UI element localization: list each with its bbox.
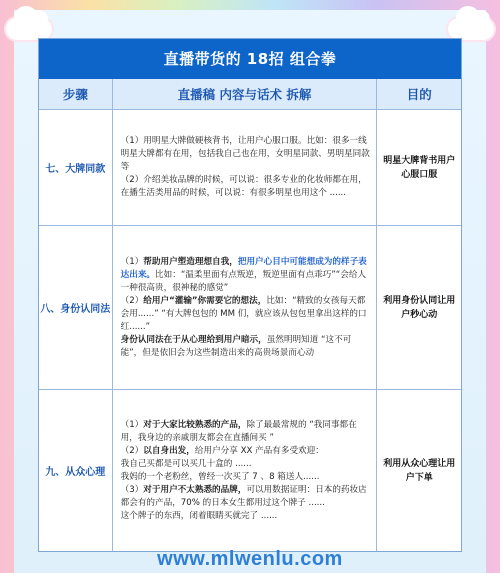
bold-text: 对于大家比较熟悉的产品， bbox=[143, 419, 247, 430]
highlight-text: 把用户心目中可能想成为的样子表达出来。 bbox=[120, 256, 367, 280]
purpose-cell: 明星大牌背书用户心服口服 bbox=[383, 155, 456, 180]
body-text: 比如：“温柔里面有点叛逆，叛逆里面有点乖巧”“会给人一种很高贵，很神秘的感觉” bbox=[120, 269, 367, 293]
header-step: 步骤 bbox=[39, 79, 113, 109]
header-purpose: 目的 bbox=[406, 87, 432, 102]
table-header bbox=[39, 79, 461, 110]
body-text: 给用户分享 XX 产品有多受欢迎： bbox=[194, 445, 324, 456]
step-cell: 八、身份认同法 bbox=[39, 226, 113, 389]
purpose-cell: 利用身份认同让用户秒心动 bbox=[383, 295, 456, 320]
paragraph-number: （2） bbox=[120, 295, 144, 306]
cloud-icon bbox=[448, 18, 494, 40]
script-paragraph: 这个牌子的东西，闭着眼睛买就完了 ...... bbox=[120, 510, 278, 521]
paragraph-number: （2） bbox=[120, 445, 144, 456]
step-cell: 九、从众心理 bbox=[39, 390, 113, 551]
paragraph-number: （3） bbox=[120, 484, 144, 495]
script-paragraph: 我妈的一个老粉丝，曾经一次买了 7 、8 箱送人...... bbox=[120, 471, 320, 482]
body-text: 比如：“精致的女孩每天都会用......” “有大牌包包的 MM 们，就应该从包包里拿出这样的口红......” bbox=[120, 295, 367, 332]
script-paragraph: 我自己买都是可以买几十盒的 ...... bbox=[120, 458, 252, 469]
script-cell bbox=[113, 390, 378, 551]
body-text: 除了最最常规的 “我同事都在用，我身边的亲戚朋友都会在直播间买 ” bbox=[120, 419, 357, 443]
script-paragraph: （2）介绍美妆品牌的时候，可以说：很多专业的化妆师都在用，在播生活类用品的时候，可以说：有很多明星也用这个 ...... bbox=[120, 175, 367, 198]
paragraph-number: （1） bbox=[120, 256, 144, 267]
bold-text: 对于用户不太熟悉的品牌， bbox=[143, 484, 247, 495]
table-row bbox=[39, 226, 461, 390]
script-paragraph: （1）用明星大牌做硬核背书，让用户心服口服。比如：很多一线明星大牌都有在用，包括我自己也在用，女明星同款、男明星同款等 bbox=[120, 136, 370, 172]
body-text: 虽然明明知道 “这不可能”，但是依旧会为这些制造出来的高贵场景而心动 bbox=[120, 334, 352, 358]
purpose-cell: 利用从众心理让用户下单 bbox=[383, 458, 456, 483]
table-row bbox=[39, 110, 461, 226]
script-paragraph bbox=[121, 256, 371, 295]
script-paragraph bbox=[121, 295, 371, 334]
table-title: 直播带货的 18招 组合拳 bbox=[39, 39, 461, 79]
body-text: 可以用数据证明：日本的药妆店都会有的产品，70% 的日本女生都用过这个牌子 ...... bbox=[120, 484, 367, 508]
step-cell: 七、大牌同款 bbox=[39, 110, 113, 225]
table-row bbox=[39, 390, 461, 551]
header-script: 直播稿 内容与话术 拆解 bbox=[113, 79, 378, 109]
paragraph-number: （1） bbox=[120, 419, 144, 430]
cloud-icon bbox=[6, 18, 52, 40]
strategy-table bbox=[38, 38, 462, 552]
script-paragraph bbox=[121, 334, 371, 360]
script-paragraph bbox=[121, 445, 371, 458]
script-paragraph bbox=[121, 419, 371, 445]
script-paragraph bbox=[121, 484, 371, 510]
script-cell bbox=[113, 226, 378, 389]
bold-text: 身份认同法在于从心理给到用户暗示， bbox=[120, 334, 267, 345]
bold-text: 帮助用户塑造理想自我， bbox=[143, 256, 238, 267]
bold-text: 以自身出发， bbox=[143, 445, 195, 456]
script-cell bbox=[113, 110, 378, 225]
watermark-url: www.mlwenlu.com bbox=[157, 548, 343, 570]
bold-text: 给用户“灌输”你需要它的想法， bbox=[143, 295, 267, 306]
